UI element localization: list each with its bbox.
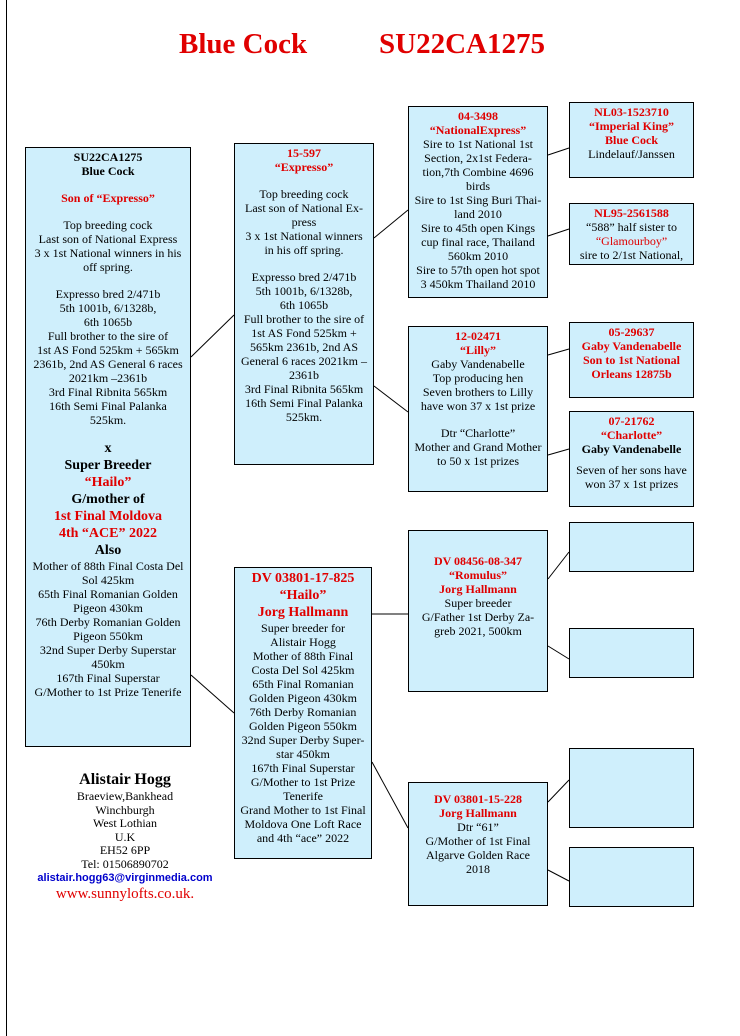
gd1-line-0: Gaby Vandenabelle [431, 357, 525, 371]
dam-line-11: G/Mother to 1st Prize [250, 775, 356, 789]
ggd1-line2: “Glamourboy” [595, 234, 668, 248]
owner-address-0: Braeview,Bankhead [76, 789, 174, 803]
gs1-line-3: birds [466, 179, 490, 193]
gs1-line-7: cup final race, Thailand [421, 235, 535, 249]
main-dam-result-5: Pigeon 550km [73, 629, 143, 643]
great-granddam-1-box [569, 203, 694, 265]
gs1-line-10: 3 450km Thailand 2010 [420, 277, 536, 291]
ggs1-name: “Imperial King” [588, 119, 674, 133]
sire-ring: 15-597 [287, 146, 321, 160]
connector-sire-to-gd1 [374, 386, 408, 412]
main-result-0: Expresso bred 2/471b [55, 287, 161, 301]
gd2-breeder: Jorg Hallmann [439, 806, 517, 820]
main-son-of: Son of “Expresso” [61, 191, 155, 205]
gs1-line-6: Sire to 45th open Kings [421, 221, 535, 235]
sire-box [234, 143, 374, 465]
gd1-line2-0: Dtr “Charlotte” [440, 426, 516, 440]
dam-line-14: Moldova One Loft Race [244, 817, 362, 831]
connector-main-to-sire [191, 315, 234, 357]
main-ring: SU22CA1275 [73, 150, 143, 164]
gd1-name: “Lilly” [459, 343, 496, 357]
owner-address-3: U.K [114, 829, 136, 844]
main-result-1: 5th 1001b, 6/1328b, [59, 301, 157, 315]
dam-line-13: Grand Mother to 1st Final [240, 803, 366, 817]
gd1-ring: 12-02471 [455, 329, 501, 343]
main-result-6: 2021km –2361b [68, 371, 148, 385]
connector-gs2-to-empty2 [548, 646, 569, 659]
sire-result-1: 5th 1001b, 6/1328b, [255, 284, 353, 298]
gs2-line-1: G/Father 1st Derby Za- [421, 610, 535, 624]
dam-name: “Hailo” [279, 588, 327, 603]
great-grandparent-empty-2 [569, 628, 694, 678]
main-desc-3: off spring. [83, 260, 133, 274]
dam-line-8: 32nd Super Derby Super- [241, 733, 365, 747]
gs1-line-2: tion,7th Combine 4696 [422, 165, 534, 179]
owner-address-block [30, 770, 220, 904]
main-dam-result-0: Mother of 88th Final Costa Del [32, 559, 184, 573]
gd2-line-2: Algarve Golden Race [426, 848, 530, 862]
main-dam-line3: 4th “ACE” 2022 [58, 526, 157, 541]
dam-box [234, 567, 372, 859]
connector-sire-to-gs1 [374, 210, 408, 238]
sire-desc-3: 3 x 1st National winners [245, 229, 363, 243]
connector-gd2-to-empty3 [548, 780, 569, 802]
main-result-5: 2361b, 2nd AS General 6 races [33, 357, 183, 371]
gs2-ring: DV 08456-08-347 [433, 554, 523, 568]
gs1-line-9: Sire to 57th open hot spot [416, 263, 540, 277]
dam-line-15: and 4th “ace” 2022 [256, 831, 350, 845]
gd2-ring: DV 03801-15-228 [433, 792, 523, 806]
owner-website-link[interactable]: www.sunnylofts.co.uk. [55, 886, 195, 902]
main-dam-result-3: Pigeon 430km [73, 601, 143, 615]
main-desc-1: Last son of National Express [38, 232, 178, 246]
gd2-line-1: G/Mother of 1st Final [425, 834, 531, 848]
connector-gd1-to-ggs2 [548, 349, 569, 355]
connector-gs1-to-ggd1 [548, 229, 569, 236]
ggs2-line-2: Orleans 12875b [591, 367, 672, 381]
gs1-line-4: Sire to 1st Sing Buri Thai- [414, 193, 542, 207]
sire-result-0: Expresso bred 2/471b [251, 270, 357, 284]
owner-address-2: West Lothian [92, 816, 158, 830]
grandsire-sire-box [408, 106, 548, 298]
granddam-sire-box [408, 326, 548, 492]
sire-result-6: General 6 races 2021km – [241, 354, 367, 368]
gs2-name: “Romulus” [448, 568, 507, 582]
ggd1-line1: “588” half sister to [586, 220, 677, 234]
dam-line-0: Super breeder for [261, 621, 345, 635]
sire-desc-1: Last son of National Ex- [245, 201, 363, 215]
great-grandparent-empty-4 [569, 847, 694, 907]
ggd2-ring: 07-21762 [608, 414, 655, 428]
gs1-line-0: Sire to 1st National 1st [423, 137, 533, 151]
owner-tel: Tel: 01506890702 [81, 856, 169, 871]
gs2-line-0: Super breeder [444, 596, 512, 610]
ggs2-ring: 05-29637 [608, 325, 655, 339]
ggd1-line3: sire to 2/1st National, [579, 248, 684, 262]
granddam-dam-box [408, 782, 548, 906]
owner-name: Alistair Hogg [79, 771, 171, 788]
dam-line-7: Golden Pigeon 550km [249, 719, 357, 733]
main-result-2: 6th 1065b [83, 315, 133, 329]
main-dam-result-4: 76th Derby Romanian Golden [35, 615, 181, 629]
sire-desc-2: press [291, 215, 317, 229]
dam-line-5: Golden Pigeon 430km [249, 691, 357, 705]
great-grandsire-1-box [569, 102, 694, 178]
gd1-line2-2: to 50 x 1st prizes [437, 454, 519, 468]
main-dam-result-9: G/Mother to 1st Prize Tenerife [34, 685, 182, 699]
dam-line-3: Costa Del Sol 425km [251, 663, 355, 677]
gd1-line-2: Seven brothers to Lilly [422, 385, 534, 399]
connector-gd2-to-empty4 [548, 870, 569, 881]
ggd2-name: “Charlotte” [600, 428, 663, 442]
ggd2-breeder: Gaby Vandenabelle [581, 442, 682, 456]
main-dam-result-1: Sol 425km [81, 573, 135, 587]
connector-gs2-to-empty1 [548, 552, 569, 579]
gs2-breeder: Jorg Hallmann [439, 582, 517, 596]
sire-result-10: 525km. [285, 410, 323, 424]
ggs2-line-0: Gaby Vandenabelle [581, 339, 682, 353]
gd1-line-1: Top producing hen [432, 371, 524, 385]
gd1-line-3: have won 37 x 1st prize [420, 399, 536, 413]
main-name: Blue Cock [81, 164, 135, 178]
dam-line-12: Tenerife [283, 789, 323, 803]
dam-line-9: star 450km [276, 747, 330, 761]
main-dam-line1: G/mother of [71, 492, 145, 507]
gs1-name: “NationalExpress” [429, 123, 527, 137]
gd1-line2-1: Mother and Grand Mother [414, 440, 542, 454]
dam-ring: DV 03801-17-825 [251, 571, 355, 586]
owner-address-4: EH52 6PP [99, 843, 151, 857]
sire-desc-0: Top breeding cock [259, 187, 349, 201]
great-grandparent-empty-3 [569, 748, 694, 828]
dam-line-2: Mother of 88th Final [252, 649, 354, 663]
main-result-3: Full brother to the sire of [47, 329, 169, 343]
main-dam-name: “Hailo” [84, 475, 132, 490]
main-result-7: 3rd Final Ribnita 565km [48, 385, 168, 399]
gd2-line-0: Dtr “61” [457, 820, 499, 834]
dam-line-1: Alistair Hogg [270, 635, 336, 649]
gd2-line-3: 2018 [466, 862, 490, 876]
sire-desc-4: in his off spring. [264, 243, 344, 257]
main-dam-result-6: 32nd Super Derby Superstar [39, 643, 177, 657]
great-grandparent-empty-1 [569, 522, 694, 572]
title-color-sex: Blue Cock [179, 28, 308, 60]
connector-main-to-dam [191, 675, 234, 713]
main-result-9: 525km. [89, 413, 127, 427]
main-result-8: 16th Semi Final Palanka [49, 399, 167, 413]
dam-line-10: 167th Final Superstar [251, 761, 355, 775]
title-ring-number: SU22CA1275 [379, 28, 545, 60]
ggd2-line-0: Seven of her sons have [576, 463, 687, 477]
connector-gd1-to-ggd2 [548, 449, 569, 455]
ggs1-ring: NL03-1523710 [594, 105, 669, 119]
ggd1-ring: NL95-2561588 [594, 206, 669, 220]
main-dam-title: Super Breeder [64, 458, 152, 473]
gs1-ring: 04-3498 [458, 109, 498, 123]
sire-result-5: 565km 2361b, 2nd AS [249, 340, 358, 354]
connector-gs1-to-ggs1 [548, 148, 569, 155]
ggs2-line-1: Son to 1st National [582, 353, 680, 367]
main-dam-result-2: 65th Final Romanian Golden [38, 587, 178, 601]
ggs1-name2: Blue Cock [604, 133, 658, 147]
main-cross: x [104, 441, 112, 456]
main-bird-box [25, 147, 191, 747]
sire-name: “Expresso” [274, 160, 334, 174]
sire-result-8: 3rd Final Ribnita 565km [244, 382, 364, 396]
gs1-line-1: Section, 2x1st Federa- [424, 151, 532, 165]
ggs1-line: Lindelauf/Janssen [588, 147, 675, 161]
main-desc-2: 3 x 1st National winners in his [34, 246, 182, 260]
great-grandsire-2-box [569, 322, 694, 398]
connector-dam-to-gd2 [372, 762, 408, 828]
sire-result-2: 6th 1065b [279, 298, 329, 312]
sire-result-9: 16th Semi Final Palanka [245, 396, 363, 410]
main-dam-line2: 1st Final Moldova [53, 509, 163, 524]
ggd2-line-1: won 37 x 1st prizes [584, 477, 679, 491]
dam-line-6: 76th Derby Romanian [249, 705, 357, 719]
main-dam-result-7: 450km [91, 657, 125, 671]
sire-result-3: Full brother to the sire of [243, 312, 365, 326]
sire-result-7: 2361b [289, 368, 319, 382]
great-granddam-2-box [569, 411, 694, 507]
dam-line-4: 65th Final Romanian [252, 677, 354, 691]
main-dam-result-8: 167th Final Superstar [56, 671, 160, 685]
main-desc-0: Top breeding cock [63, 218, 153, 232]
sire-result-4: 1st AS Fond 525km + [251, 326, 357, 340]
gs1-line-8: 560km 2010 [447, 249, 509, 263]
main-result-4: 1st AS Fond 525km + 565km [37, 343, 179, 357]
grandsire-dam-box [408, 530, 548, 692]
gs2-line-2: greb 2021, 500km [434, 624, 522, 638]
owner-email-link[interactable]: alistair.hogg63@virginmedia.com [37, 872, 213, 884]
owner-address-1: Winchburgh [95, 802, 155, 817]
dam-breeder: Jorg Hallmann [257, 605, 349, 620]
gs1-line-5: land 2010 [454, 207, 502, 221]
main-also: Also [94, 543, 122, 558]
